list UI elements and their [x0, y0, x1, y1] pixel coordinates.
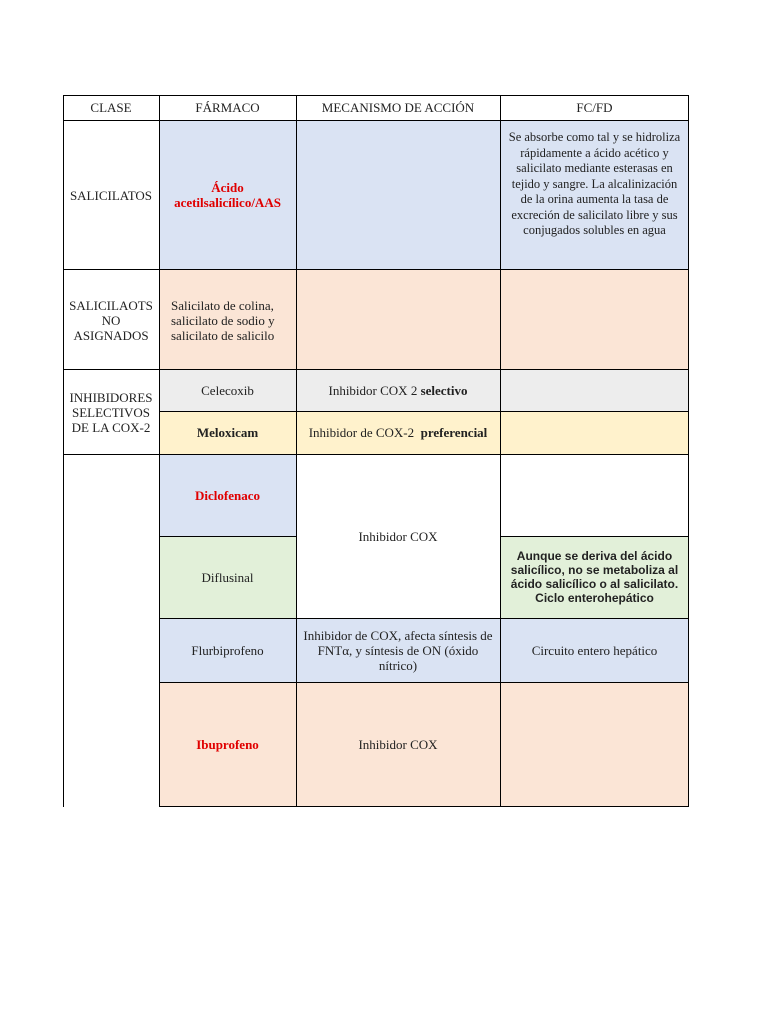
mecanismo-celecoxib-bold: selectivo — [420, 383, 468, 398]
mecanismo-ibuprofeno: Inhibidor COX — [296, 682, 500, 806]
mecanismo-meloxicam — [296, 411, 500, 454]
grid-line — [688, 95, 689, 807]
grid-line — [500, 536, 689, 537]
farmaco-meloxicam: Meloxicam — [159, 411, 296, 454]
mecanismo-flurbiprofeno: Inhibidor de COX, afecta síntesis de FNTα, y síntesis de ON (óxido nítrico) — [296, 618, 500, 682]
mecanismo-no-asignados — [296, 270, 500, 370]
mecanismo-aas — [296, 120, 500, 270]
clase-inhibidores-cox2: INHIBIDORES SELECTIVOS DE LA COX-2 — [69, 389, 153, 435]
grid-line — [159, 806, 689, 807]
fcfd-diflusinal: Aunque se deriva del ácido salicílico, no se metaboliza al ácido salicílico o al salicilato. Ciclo enterohepático — [500, 536, 689, 618]
header-farmaco: FÁRMACO — [195, 100, 260, 115]
fcfd-meloxicam — [500, 411, 689, 454]
grid-line — [159, 682, 689, 683]
farmaco-salicilatos-varios: Salicilato de colina, salicilato de sodio y salicilato de salicilo — [159, 270, 296, 370]
header-mecanismo: MECANISMO DE ACCIÓN — [321, 100, 475, 115]
grid-line — [63, 95, 64, 807]
grid-line — [63, 369, 689, 370]
fcfd-aas: Se absorbe como tal y se hidroliza rápidamente a ácido acético y salicilato mediante esterasas en tejido y sangre. La alcalinización de la orina aumenta la tasa de excreción de salicilato libre y sus conjugados solubles en agua — [500, 120, 689, 270]
grid-line — [63, 120, 689, 121]
farmaco-aas: Ácido acetilsalicílico/AAS — [159, 120, 296, 270]
fcfd-diclofenaco — [500, 454, 689, 536]
farmaco-celecoxib: Celecoxib — [159, 370, 296, 411]
fcfd-flurbiprofeno: Circuito entero hepático — [500, 618, 689, 682]
farmaco-diclofenaco: Diclofenaco — [159, 454, 296, 536]
grid-line — [159, 536, 296, 537]
mecanismo-meloxicam-bold: preferencial — [420, 425, 488, 440]
grid-line — [159, 618, 689, 619]
grid-line — [500, 95, 501, 807]
header-fcfd: FC/FD — [576, 100, 613, 115]
grid-line — [63, 454, 689, 455]
fcfd-ibuprofeno — [500, 682, 689, 806]
mecanismo-meloxicam-text: Inhibidor de COX-2 — [308, 425, 421, 440]
mecanismo-celecoxib — [296, 370, 500, 411]
mecanismo-celecoxib-text: Inhibidor COX 2 — [328, 383, 421, 398]
farmaco-ibuprofeno: Ibuprofeno — [159, 682, 296, 806]
farmaco-flurbiprofeno: Flurbiprofeno — [159, 618, 296, 682]
grid-line — [63, 95, 689, 96]
farmaco-diflusinal: Diflusinal — [159, 536, 296, 618]
clase-no-asignados: SALICILAOTS NO ASIGNADOS — [69, 297, 153, 343]
grid-line — [159, 95, 160, 807]
header-clase: CLASE — [90, 100, 132, 115]
fcfd-no-asignados — [500, 270, 689, 370]
clase-salicilatos: SALICILATOS — [69, 187, 153, 203]
grid-line — [296, 95, 297, 807]
fcfd-celecoxib — [500, 370, 689, 411]
mecanismo-diclofenaco-diflusinal: Inhibidor COX — [358, 528, 438, 544]
grid-line — [63, 269, 689, 270]
grid-line — [159, 411, 689, 412]
